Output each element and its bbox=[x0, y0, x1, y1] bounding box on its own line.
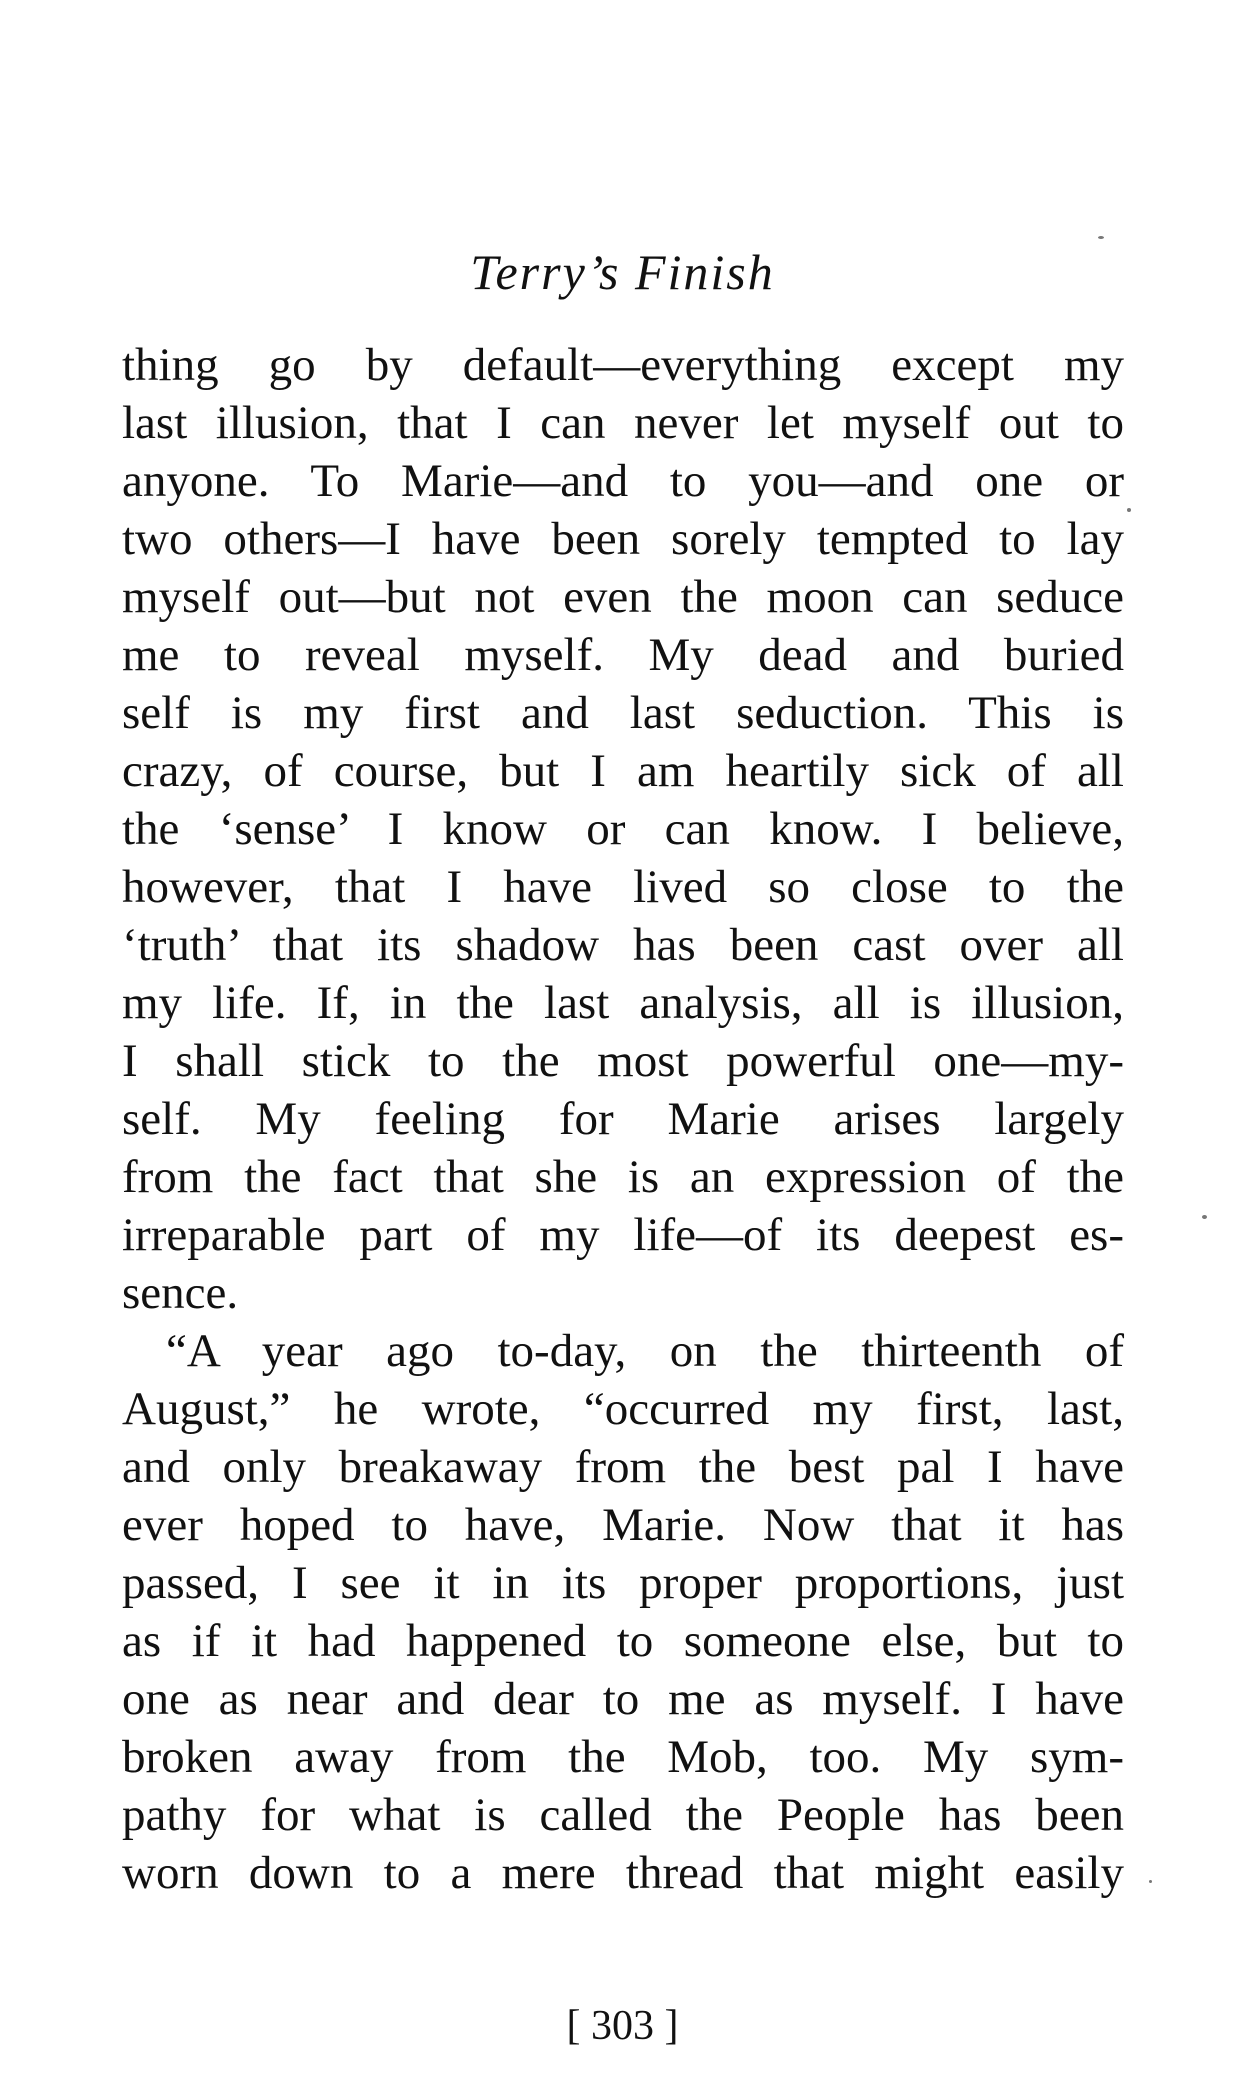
scan-speck bbox=[1098, 236, 1104, 239]
text-line: ‘truth’ that its shadow has been cast over all bbox=[122, 919, 1124, 971]
text-line: last illusion, that I can never let myself out to bbox=[122, 397, 1124, 449]
text-line: I shall stick to the most powerful one—my- bbox=[122, 1035, 1124, 1087]
scan-speck bbox=[1202, 1215, 1207, 1219]
text-line: passed, I see it in its proper proportions, just bbox=[122, 1557, 1124, 1609]
text-line: the ‘sense’ I know or can know. I believe, bbox=[122, 803, 1124, 855]
text-line: me to reveal myself. My dead and buried bbox=[122, 629, 1124, 681]
text-line: August,” he wrote, “occurred my first, last, bbox=[122, 1383, 1124, 1435]
text-line: “A year ago to-day, on the thirteenth of bbox=[166, 1325, 1124, 1377]
text-line: thing go by default—everything except my bbox=[122, 339, 1124, 391]
text-line: pathy for what is called the People has been bbox=[122, 1789, 1124, 1841]
text-line: myself out—but not even the moon can seduce bbox=[122, 571, 1124, 623]
text-line: self. My feeling for Marie arises largely bbox=[122, 1093, 1124, 1145]
text-line: crazy, of course, but I am heartily sick of all bbox=[122, 745, 1124, 797]
text-line: self is my first and last seduction. This is bbox=[122, 687, 1124, 739]
text-line: broken away from the Mob, too. My sym- bbox=[122, 1731, 1124, 1783]
scan-speck bbox=[1149, 1880, 1152, 1883]
text-line: as if it had happened to someone else, but to bbox=[122, 1615, 1124, 1667]
text-line: however, that I have lived so close to the bbox=[122, 861, 1124, 913]
running-head: Terry’s Finish bbox=[470, 244, 775, 300]
text-line: my life. If, in the last analysis, all is illusion, bbox=[122, 977, 1124, 1029]
text-line: worn down to a mere thread that might easily bbox=[122, 1847, 1124, 1899]
text-line: anyone. To Marie—and to you—and one or bbox=[122, 455, 1124, 507]
scan-speck bbox=[1127, 508, 1131, 512]
text-line: irreparable part of my life—of its deepest es- bbox=[122, 1209, 1124, 1261]
text-line: ever hoped to have, Marie. Now that it has bbox=[122, 1499, 1124, 1551]
page-number: [ 303 ] bbox=[566, 2003, 679, 2049]
text-line: from the fact that she is an expression of the bbox=[122, 1151, 1124, 1203]
text-line: one as near and dear to me as myself. I have bbox=[122, 1673, 1124, 1725]
text-line: two others—I have been sorely tempted to lay bbox=[122, 513, 1124, 565]
body-text bbox=[122, 336, 1124, 1902]
text-line: and only breakaway from the best pal I have bbox=[122, 1441, 1124, 1493]
text-line: sence. bbox=[122, 1267, 239, 1319]
